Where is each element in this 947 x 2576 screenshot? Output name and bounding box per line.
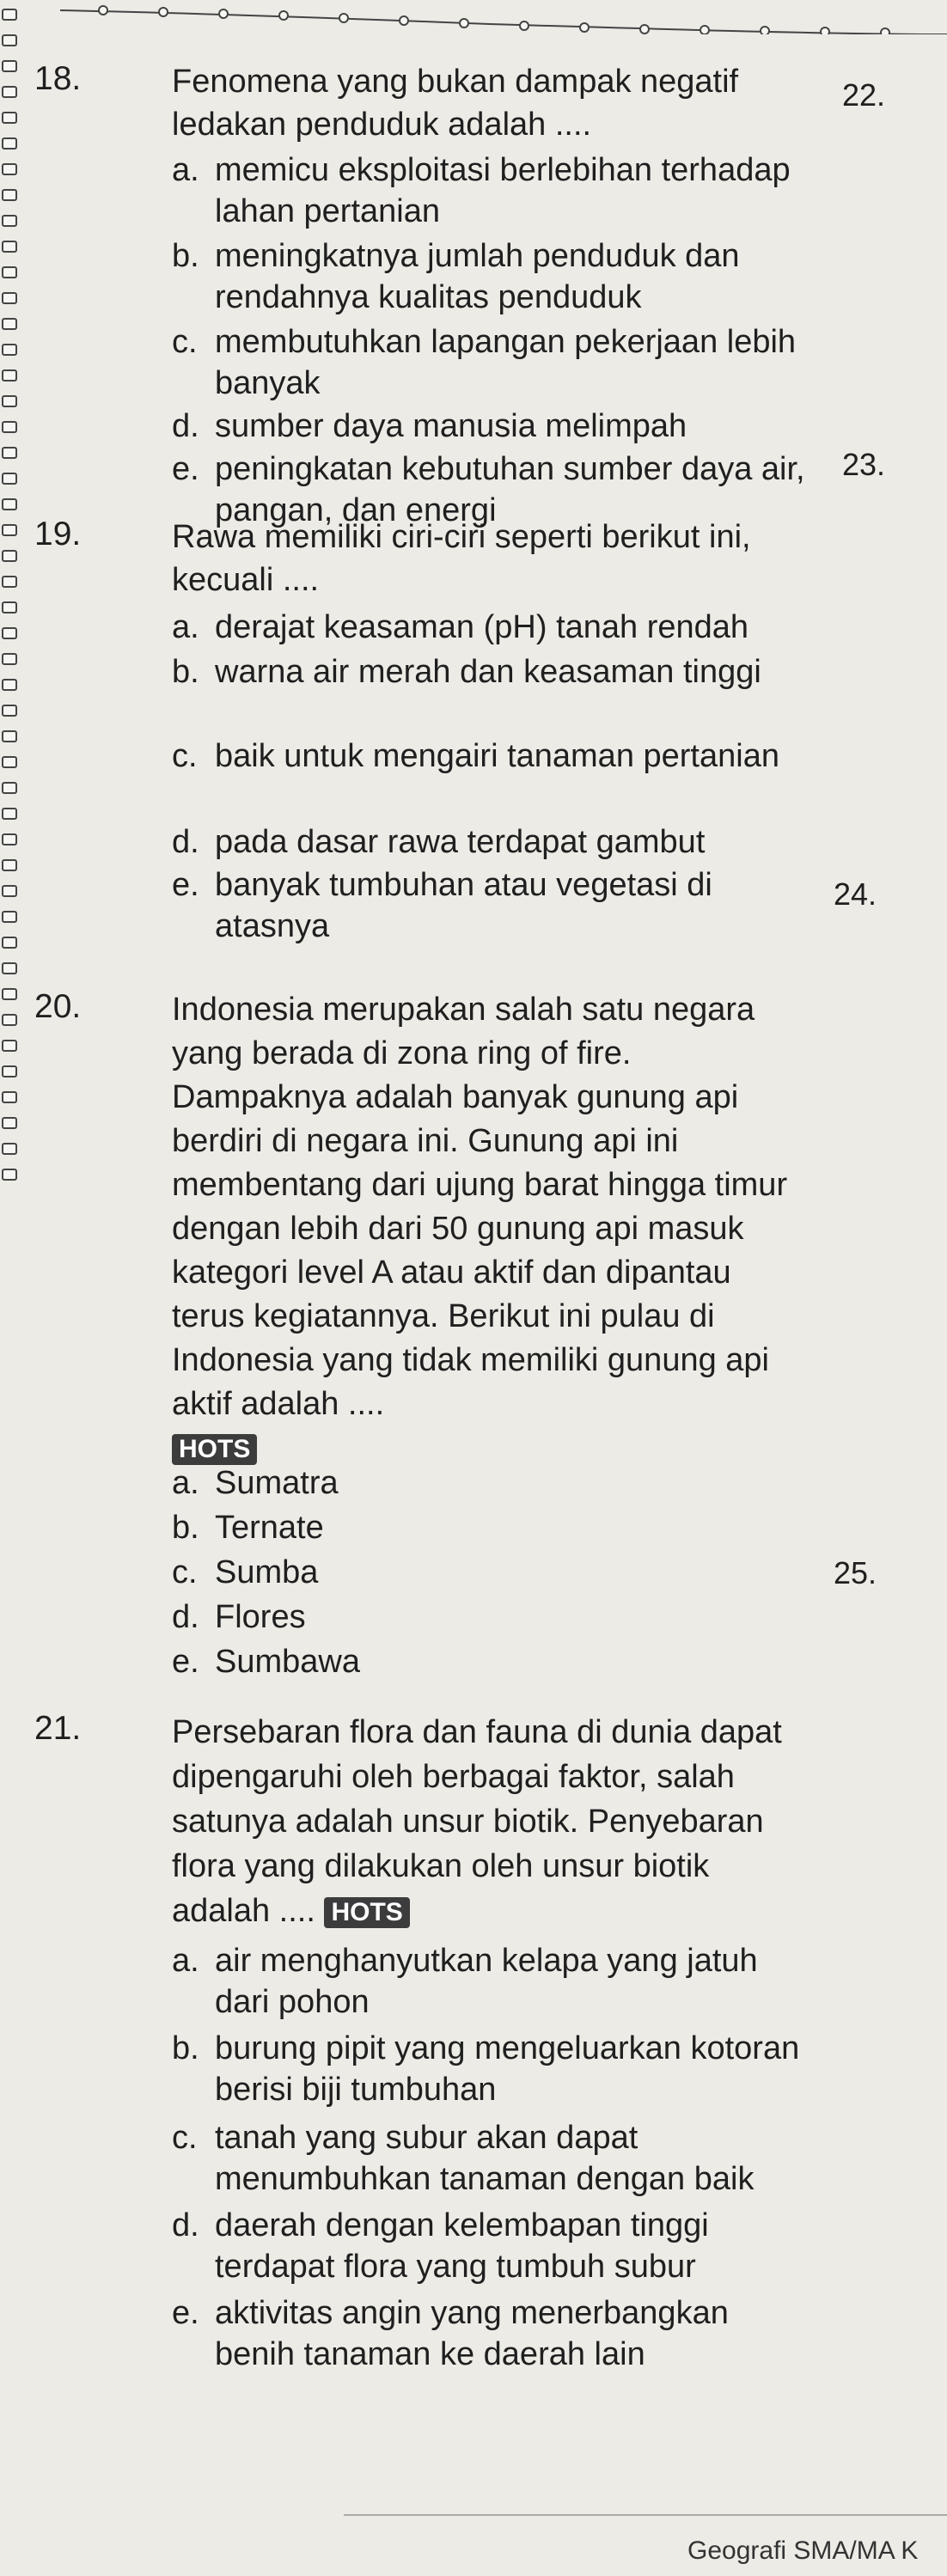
question-number-24: 24. bbox=[834, 876, 877, 912]
option-text: Ternate bbox=[215, 1510, 324, 1546]
binding-ring bbox=[2, 447, 17, 459]
binding-ring bbox=[2, 163, 17, 175]
option-letter: c. bbox=[172, 324, 198, 360]
hots-badge: HOTS bbox=[324, 1897, 409, 1928]
question-number: 18. bbox=[34, 60, 82, 97]
binding-ring bbox=[2, 1065, 17, 1077]
binding-ring bbox=[2, 601, 17, 613]
binding-ring bbox=[2, 833, 17, 845]
binding-ring bbox=[2, 473, 17, 485]
option-letter: a. bbox=[172, 609, 199, 645]
option-letter: b. bbox=[172, 2030, 199, 2066]
binding-ring bbox=[2, 885, 17, 897]
question-number: 20. bbox=[34, 988, 82, 1025]
question-text bbox=[172, 988, 791, 1470]
option-letter: e. bbox=[172, 451, 199, 487]
question-text: Fenomena yang bukan dampak negatif ledakan penduduk adalah .... bbox=[172, 64, 739, 143]
option-text: Sumba bbox=[215, 1554, 319, 1590]
option-text: meningkatnya jumlah penduduk dan rendahnya kualitas penduduk bbox=[215, 238, 740, 315]
option-text: baik untuk mengairi tanaman pertanian bbox=[215, 738, 779, 774]
question-body: Persebaran flora dan fauna di dunia dapat dipengaruhi oleh berbagai faktor, salah satunya adalah unsur biotik. Penyebaran flora yang dilakukan oleh unsur biotik adalah .... bbox=[172, 1714, 782, 1929]
option-letter: a. bbox=[172, 1943, 199, 1979]
option-letter: e. bbox=[172, 2295, 199, 2331]
binding-ring bbox=[2, 808, 17, 820]
option-letter: b. bbox=[172, 238, 199, 274]
option-text: daerah dengan kelembapan tinggi terdapat flora yang tumbuh subur bbox=[215, 2207, 709, 2285]
binding-ring bbox=[2, 524, 17, 536]
binding-ring bbox=[2, 705, 17, 717]
option-letter: d. bbox=[172, 2207, 199, 2243]
question-body: Indonesia merupakan salah satu negara yang berada di zona ring of fire. Dampaknya adalah banyak gunung api berdiri di negara ini. Gunung api ini membentang dari ujung barat hingga timur dengan lebih dari 50 gunung api masuk kategori level A atau aktif dan dipantau terus kegiatannya. Berikut ini pulau di Indonesia yang tidak memiliki gunung api aktif adalah .... bbox=[172, 992, 788, 1422]
option-text: air menghanyutkan kelapa yang jatuh dari pohon bbox=[215, 1943, 758, 2020]
binding-ring bbox=[2, 1117, 17, 1129]
footer-book-title: Geografi SMA/MA K bbox=[687, 2536, 919, 2565]
binding-ring bbox=[2, 395, 17, 407]
binding-ring bbox=[2, 911, 17, 923]
option-text: Sumbawa bbox=[215, 1644, 360, 1680]
binding-ring bbox=[2, 1143, 17, 1155]
option-text: burung pipit yang mengeluarkan kotoran berisi biji tumbuhan bbox=[215, 2030, 800, 2108]
binding-ring bbox=[2, 266, 17, 278]
option-letter: b. bbox=[172, 1510, 199, 1546]
binding-ring bbox=[2, 344, 17, 356]
binding-ring bbox=[2, 215, 17, 227]
question-number-25: 25. bbox=[834, 1555, 877, 1590]
binding-ring bbox=[2, 318, 17, 330]
binding-ring bbox=[2, 369, 17, 382]
binding-ring bbox=[2, 937, 17, 949]
binding-ring bbox=[2, 112, 17, 124]
option-letter: c. bbox=[172, 2120, 198, 2156]
option-text: peningkatan kebutuhan sumber daya air, pangan, dan energi bbox=[215, 451, 805, 528]
binding-ring bbox=[2, 1040, 17, 1052]
binding-ring bbox=[2, 34, 17, 46]
option-letter: a. bbox=[172, 1465, 199, 1501]
binding-ring bbox=[2, 292, 17, 304]
question-number-22: 22. bbox=[842, 77, 886, 113]
option-letter: d. bbox=[172, 408, 199, 444]
binding-ring bbox=[2, 137, 17, 150]
option-text: Flores bbox=[215, 1599, 306, 1635]
binding-ring bbox=[2, 60, 17, 72]
binding-ring bbox=[2, 241, 17, 253]
option-text: warna air merah dan keasaman tinggi bbox=[215, 654, 761, 690]
option-text: pada dasar rawa terdapat gambut bbox=[215, 824, 706, 860]
spiral-binding bbox=[0, 0, 21, 1186]
decorative-wave-border bbox=[60, 0, 947, 34]
option-letter: e. bbox=[172, 1644, 199, 1680]
binding-ring bbox=[2, 756, 17, 768]
question-number-23: 23. bbox=[842, 447, 886, 482]
binding-ring bbox=[2, 1014, 17, 1026]
binding-ring bbox=[2, 730, 17, 742]
option-text: tanah yang subur akan dapat menumbuhkan tanaman dengan baik bbox=[215, 2120, 755, 2197]
binding-ring bbox=[2, 859, 17, 871]
hots-badge: HOTS bbox=[172, 1434, 257, 1465]
option-letter: b. bbox=[172, 654, 199, 690]
question-number: 19. bbox=[34, 516, 82, 552]
binding-ring bbox=[2, 86, 17, 98]
option-text: memicu eksploitasi berlebihan terhadap lahan pertanian bbox=[215, 152, 791, 229]
option-letter: d. bbox=[172, 1599, 199, 1635]
binding-ring bbox=[2, 679, 17, 691]
binding-ring bbox=[2, 1169, 17, 1181]
binding-ring bbox=[2, 498, 17, 510]
option-text: sumber daya manusia melimpah bbox=[215, 408, 687, 444]
option-text: Sumatra bbox=[215, 1465, 339, 1501]
binding-ring bbox=[2, 189, 17, 201]
option-letter: d. bbox=[172, 824, 199, 860]
binding-ring bbox=[2, 421, 17, 433]
question-text: Rawa memiliki ciri-ciri seperti berikut ini, kecuali .... bbox=[172, 519, 751, 598]
binding-ring bbox=[2, 9, 17, 21]
binding-ring bbox=[2, 550, 17, 562]
option-letter: e. bbox=[172, 867, 199, 903]
footer-rule bbox=[344, 2514, 947, 2516]
option-letter: c. bbox=[172, 738, 198, 774]
question-number: 21. bbox=[34, 1710, 82, 1747]
option-text: membutuhkan lapangan pekerjaan lebih banyak bbox=[215, 324, 797, 401]
next-column-edge bbox=[825, 0, 947, 2576]
binding-ring bbox=[2, 653, 17, 665]
binding-ring bbox=[2, 962, 17, 974]
question-text bbox=[172, 1710, 791, 1933]
binding-ring bbox=[2, 1091, 17, 1103]
binding-ring bbox=[2, 576, 17, 588]
option-letter: c. bbox=[172, 1554, 198, 1590]
option-text: banyak tumbuhan atau vegetasi di atasnya bbox=[215, 867, 712, 944]
option-letter: a. bbox=[172, 152, 199, 188]
option-text: derajat keasaman (pH) tanah rendah bbox=[215, 609, 749, 645]
binding-ring bbox=[2, 988, 17, 1000]
binding-ring bbox=[2, 627, 17, 639]
binding-ring bbox=[2, 782, 17, 794]
option-text: aktivitas angin yang menerbangkan benih tanaman ke daerah lain bbox=[215, 2295, 729, 2372]
